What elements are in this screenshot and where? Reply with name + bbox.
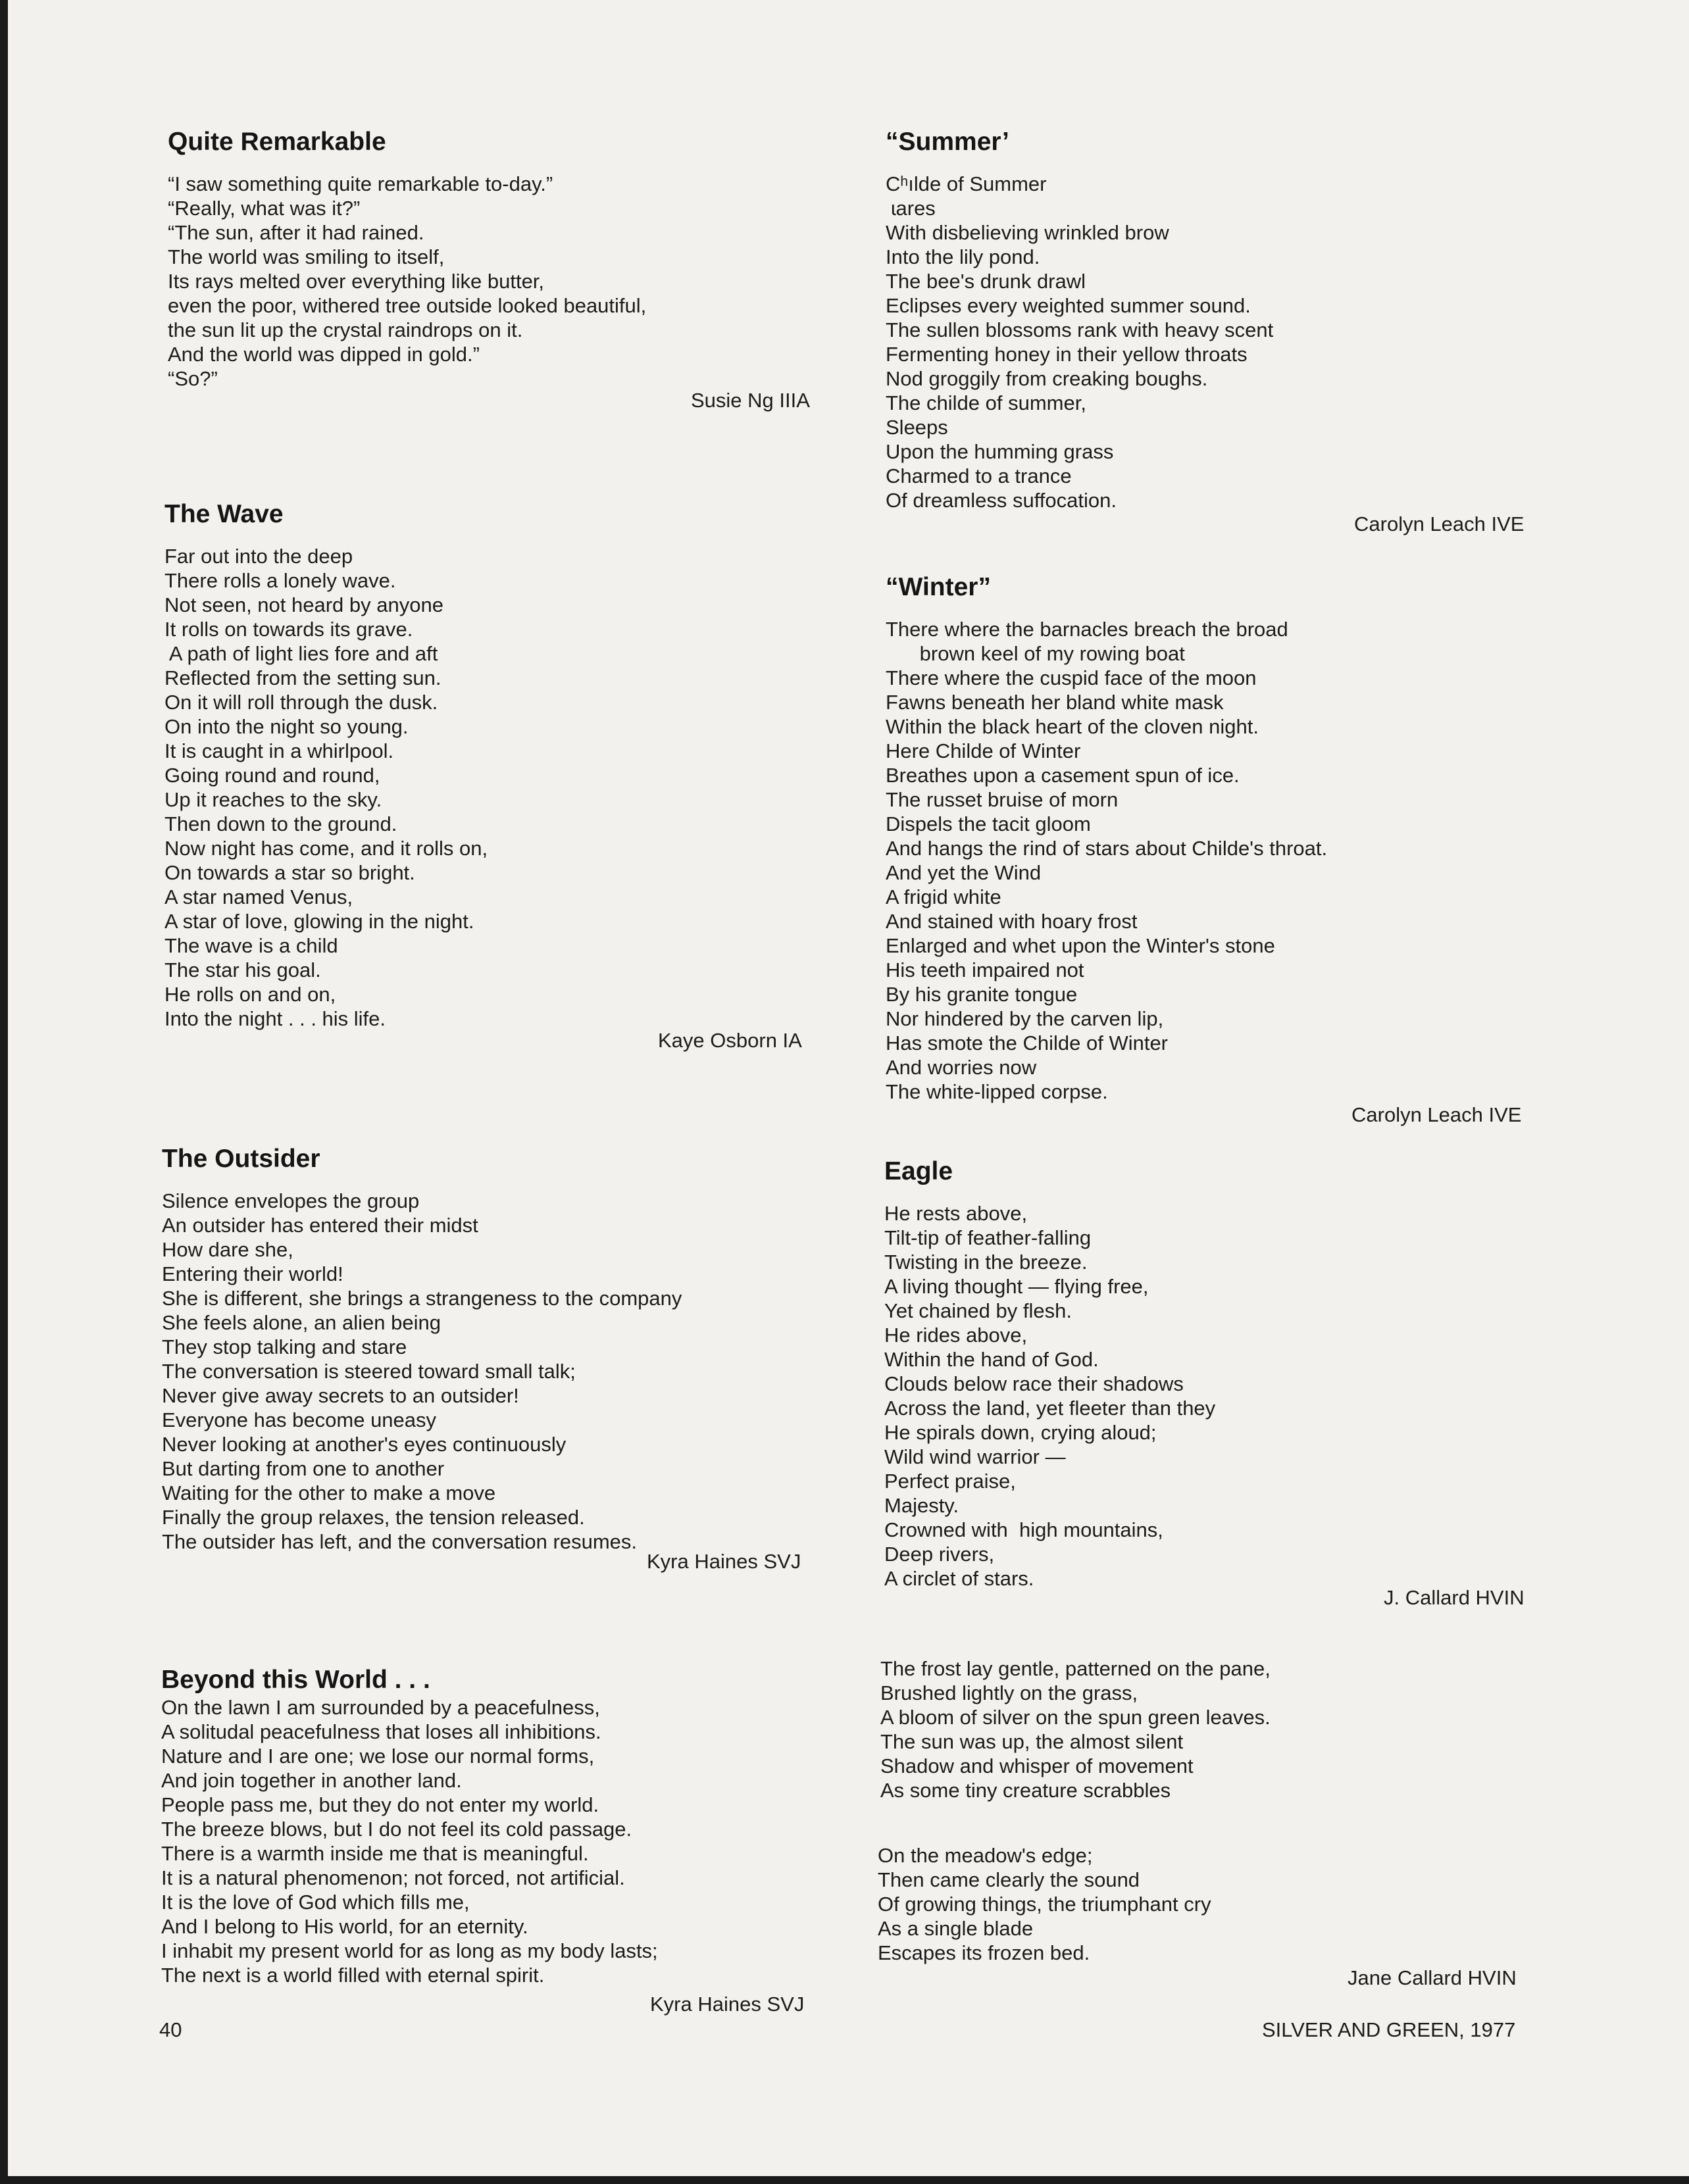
poem-title: Beyond this World . . . [161, 1666, 430, 1694]
poem-author: J. Callard HVIN [1384, 1586, 1525, 1609]
poem-line: The outsider has left, and the conversation resumes. [162, 1530, 638, 1553]
poem-the-wave [164, 499, 849, 1031]
poem-line: Never give away secrets to an outsider! [162, 1384, 519, 1407]
poem-line: And worries now [886, 1056, 1037, 1079]
poem-line: Nor hindered by the carven lip, [886, 1007, 1164, 1030]
poem-line: There is a warmth inside me that is meaningful. [161, 1842, 589, 1865]
poem-line: And stained with hoary frost [886, 910, 1138, 933]
poem-line: Crowned with high mountains, [884, 1518, 1163, 1541]
poem-line: Eclipses every weighted summer sound. [886, 294, 1251, 317]
page-edge-bottom [0, 2176, 1689, 2184]
poem-line: Escapes its frozen bed. [878, 1941, 1090, 1964]
poem-line: There rolls a lonely wave. [164, 569, 396, 592]
poem-line: Reflected from the setting sun. [164, 666, 441, 689]
poem-line: His teeth impaired not [886, 958, 1084, 981]
poem-line: He rolls on and on, [164, 983, 336, 1006]
poem-line: Enlarged and whet upon the Winter's stone [886, 934, 1275, 957]
poem-line: It is a natural phenomenon; not forced, not artificial. [161, 1866, 625, 1889]
poem-line: Breathes upon a casement spun of ice. [886, 764, 1240, 787]
poem-line: Up it reaches to the sky. [164, 788, 382, 811]
poem-lines [886, 617, 1609, 1104]
page-number: 40 [159, 2018, 182, 2041]
page-edge-left [0, 0, 8, 2184]
poem-line: As some tiny creature scrabbles [880, 1779, 1171, 1802]
poem-line: ɩares [886, 197, 936, 220]
poem-winter [886, 572, 1609, 1104]
poem-line: Tilt-tip of feather-falling [884, 1226, 1092, 1249]
poem-line: Charmed to a trance [886, 464, 1072, 487]
poem-lines [162, 1189, 886, 1554]
poem-quite-remarkable [168, 127, 852, 391]
poem-line: “Really, what was it?” [168, 197, 361, 220]
poem-lines [164, 544, 849, 1031]
poem-author: Kyra Haines SVJ [650, 1993, 805, 2016]
poem-eagle [884, 1156, 1542, 1591]
poem-line: Majesty. [884, 1494, 959, 1517]
poem-frost-part-two [878, 1843, 1601, 1965]
poem-title: Eagle [884, 1157, 953, 1185]
poem-line: Silence envelopes the group [162, 1189, 420, 1212]
poem-title: “Winter” [886, 573, 991, 601]
poem-line: She feels alone, an alien being [162, 1311, 441, 1334]
poem-line: An outsider has entered their midst [162, 1214, 478, 1237]
poem-line: He rests above, [884, 1202, 1028, 1225]
poem-the-outsider [162, 1144, 886, 1554]
poem-line: On into the night so young. [164, 715, 409, 738]
poem-line: It is caught in a whirlpool. [164, 739, 394, 762]
poem-line: A living thought — flying free, [884, 1275, 1149, 1298]
poem-title: The Outsider [162, 1145, 320, 1173]
publication-footer: SILVER AND GREEN, 1977 [1262, 2018, 1516, 2041]
poem-summer [886, 127, 1544, 512]
poem-line: “So?” [168, 367, 218, 390]
poem-line: They stop talking and stare [162, 1335, 407, 1358]
poem-line: Of growing things, the triumphant cry [878, 1893, 1211, 1916]
poem-line: Into the lily pond. [886, 245, 1040, 268]
poem-author: Kaye Osborn IA [658, 1029, 802, 1052]
poem-line: even the poor, withered tree outside looked beautiful, [168, 294, 647, 317]
poem-lines [886, 172, 1544, 512]
poem-author: Jane Callard HVIN [1348, 1966, 1517, 1989]
poem-line: Finally the group relaxes, the tension released. [162, 1506, 585, 1529]
poem-line: On the lawn I am surrounded by a peacefulness, [161, 1696, 600, 1719]
poem-lines [880, 1656, 1604, 1802]
poem-line: A frigid white [886, 885, 1001, 908]
poem-line: Brushed lightly on the grass, [880, 1681, 1138, 1704]
poem-line: Everyone has become uneasy [162, 1408, 437, 1431]
poem-lines [168, 172, 852, 391]
poem-line: Into the night . . . his life. [164, 1007, 386, 1030]
poem-line: By his granite tongue [886, 983, 1078, 1006]
poem-line: Across the land, yet fleeter than they [884, 1397, 1216, 1420]
poem-author: Kyra Haines SVJ [647, 1550, 801, 1573]
poem-line: Then down to the ground. [164, 812, 397, 835]
poem-line: There where the cuspid face of the moon [886, 666, 1257, 689]
poem-line: Wild wind warrior — [884, 1445, 1066, 1468]
poem-lines [161, 1695, 885, 1987]
poem-line: Never looking at another's eyes continuously [162, 1433, 567, 1456]
poem-title: Quite Remarkable [168, 128, 386, 156]
poem-line: brown keel of my rowing boat [886, 642, 1185, 665]
poem-line: Dispels the tacit gloom [886, 812, 1091, 835]
poem-line: “The sun, after it had rained. [168, 221, 424, 244]
poem-line: As a single blade [878, 1917, 1034, 1940]
poem-line: Now night has come, and it rolls on, [164, 837, 488, 860]
poem-lines [878, 1843, 1601, 1965]
poem-line: But darting from one to another [162, 1457, 445, 1480]
poem-line: It is the love of God which fills me, [161, 1891, 470, 1914]
poem-title: “Summer’ [886, 128, 1009, 156]
poem-line: Upon the humming grass [886, 440, 1114, 463]
poem-line: The wave is a child [164, 934, 338, 957]
poem-line: Here Childe of Winter [886, 739, 1081, 762]
poem-line: Cʰılde of Summer [886, 172, 1047, 195]
poem-author: Carolyn Leach IVE [1354, 512, 1525, 535]
poem-line: “I saw something quite remarkable to-day.” [168, 172, 553, 195]
poem-line: The childe of summer, [886, 391, 1086, 414]
poem-line: A star of love, glowing in the night. [164, 910, 474, 933]
poem-line: Within the black heart of the cloven night. [886, 715, 1259, 738]
poem-line: And join together in another land. [161, 1769, 462, 1792]
poem-line: The frost lay gentle, patterned on the pane, [880, 1657, 1271, 1680]
poem-line: The star his goal. [164, 958, 321, 981]
poem-line: He spirals down, crying aloud; [884, 1421, 1157, 1444]
poem-line: A solitudal peacefulness that loses all inhibitions. [161, 1720, 601, 1743]
poem-line: Waiting for the other to make a move [162, 1481, 496, 1504]
poem-line: There where the barnacles breach the broad [886, 618, 1288, 641]
poem-line: The world was smiling to itself, [168, 245, 445, 268]
poem-lines [884, 1201, 1542, 1591]
poem-line: Deep rivers, [884, 1543, 995, 1566]
poem-line: Nod groggily from creaking boughs. [886, 367, 1208, 390]
poem-line: The russet bruise of morn [886, 788, 1119, 811]
poem-line: And hangs the rind of stars about Childe's throat. [886, 837, 1328, 860]
poem-line: A path of light lies fore and aft [164, 642, 438, 665]
poem-line: Entering their world! [162, 1262, 343, 1285]
poem-line: He rides above, [884, 1324, 1028, 1347]
poem-title: The Wave [164, 500, 284, 528]
poem-line: Sleeps [886, 416, 948, 439]
poem-line: Of dreamless suffocation. [886, 489, 1117, 512]
poem-line: I inhabit my present world for as long as my body lasts; [161, 1939, 658, 1962]
poem-line: Yet chained by flesh. [884, 1299, 1072, 1322]
poem-line: Going round and round, [164, 764, 380, 787]
poem-line: Twisting in the breeze. [884, 1251, 1088, 1274]
poem-line: The conversation is steered toward small talk; [162, 1360, 576, 1383]
poem-line: A circlet of stars. [884, 1567, 1034, 1590]
poem-line: Fawns beneath her bland white mask [886, 691, 1224, 714]
poem-line: The next is a world filled with eternal spirit. [161, 1964, 545, 1987]
poem-line: And yet the Wind [886, 861, 1042, 884]
poem-line: And I belong to His world, for an eternity. [161, 1915, 528, 1938]
poem-line: With disbelieving wrinkled brow [886, 221, 1169, 244]
poem-line: Clouds below race their shadows [884, 1372, 1184, 1395]
poem-line: Shadow and whisper of movement [880, 1754, 1194, 1777]
poem-line: It rolls on towards its grave. [164, 618, 413, 641]
poem-line: She is different, she brings a strangeness to the company [162, 1287, 682, 1310]
poem-line: Nature and I are one; we lose our normal forms, [161, 1745, 595, 1768]
poem-line: And the world was dipped in gold.” [168, 343, 480, 366]
poem-beyond-this-world [161, 1665, 885, 1987]
poem-line: A star named Venus, [164, 885, 353, 908]
poem-line: Then came clearly the sound [878, 1868, 1140, 1891]
poem-line: the sun lit up the crystal raindrops on it. [168, 318, 523, 341]
poem-line: Within the hand of God. [884, 1348, 1099, 1371]
poem-line: Perfect praise, [884, 1470, 1016, 1493]
poem-line: A bloom of silver on the spun green leaves. [880, 1706, 1271, 1729]
poem-line: On the meadow's edge; [878, 1844, 1093, 1867]
poem-line: The sun was up, the almost silent [880, 1730, 1184, 1753]
poem-line: How dare she, [162, 1238, 293, 1261]
poem-line: On it will roll through the dusk. [164, 691, 438, 714]
poem-line: Far out into the deep [164, 545, 353, 568]
poem-line: Has smote the Childe of Winter [886, 1031, 1169, 1055]
poem-line: Not seen, not heard by anyone [164, 593, 443, 616]
poem-line: Fermenting honey in their yellow throats [886, 343, 1248, 366]
poem-author: Carolyn Leach IVE [1351, 1103, 1522, 1126]
poem-frost-part-one [880, 1656, 1604, 1802]
poem-line: Its rays melted over everything like butter, [168, 270, 545, 293]
poem-author: Susie Ng IIIA [691, 389, 810, 412]
poem-line: The breeze blows, but I do not feel its cold passage. [161, 1818, 632, 1841]
poem-line: On towards a star so bright. [164, 861, 415, 884]
poem-line: The white-lipped corpse. [886, 1080, 1108, 1103]
poem-line: The bee's drunk drawl [886, 270, 1086, 293]
poem-line: The sullen blossoms rank with heavy scent [886, 318, 1274, 341]
poem-line: People pass me, but they do not enter my world. [161, 1793, 599, 1816]
